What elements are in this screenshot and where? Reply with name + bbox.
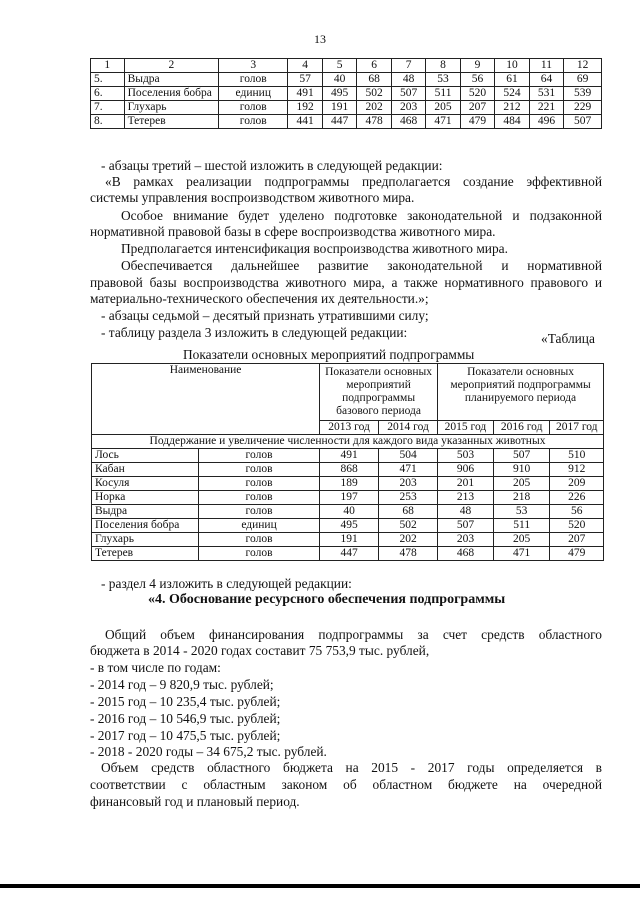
column-number-cell: 4 (288, 59, 322, 73)
value-cell: 471 (493, 547, 550, 561)
table-cell: 520 (460, 87, 494, 101)
table-cell: 471 (426, 115, 460, 129)
table-cell: 5. (91, 73, 125, 87)
table-row (92, 505, 604, 519)
indicators-table (91, 363, 604, 561)
value-cell: 40 (320, 505, 379, 519)
table-cell: 192 (288, 101, 322, 115)
table-cell: Поселения бобра (124, 87, 219, 101)
col-name-header: Наименование (92, 364, 320, 435)
value-cell: 510 (550, 449, 604, 463)
value-cell: 203 (438, 533, 494, 547)
value-cell: 197 (320, 491, 379, 505)
body-line: соответствии с областным законом об областном бюджете на очередной (90, 777, 602, 792)
table-cell: Глухарь (124, 101, 219, 115)
table-row (92, 477, 604, 491)
column-number-cell: 12 (564, 59, 602, 73)
unit-cell: голов (198, 547, 319, 561)
body-line: финансовый год и плановый период. (90, 794, 300, 809)
year-header: 2013 год (320, 421, 379, 435)
value-cell: 910 (493, 463, 550, 477)
value-cell: 468 (438, 547, 494, 561)
table-cell: 479 (460, 115, 494, 129)
species-cell: Норка (92, 491, 199, 505)
species-cell: Тетерев (92, 547, 199, 561)
quote-line: Обеспечивается дальнейшее развитие законодательной и нормативной (121, 258, 602, 273)
column-number-cell: 10 (495, 59, 529, 73)
table-cell: голов (219, 73, 288, 87)
unit-cell: голов (198, 449, 319, 463)
value-cell: 209 (550, 477, 604, 491)
table-cell: единиц (219, 87, 288, 101)
value-cell: 912 (550, 463, 604, 477)
table-cell: 524 (495, 87, 529, 101)
unit-cell: голов (198, 463, 319, 477)
table-title: Показатели основных мероприятий подпрограммы (183, 347, 475, 362)
table-cell: 48 (391, 73, 425, 87)
table-cell: 502 (357, 87, 391, 101)
table-cell: голов (219, 101, 288, 115)
col-plan-header: Показатели основных мероприятий подпрограммы планируемого периода (438, 364, 604, 421)
column-number-cell: 5 (322, 59, 356, 73)
table-row (91, 101, 602, 115)
body-line: Общий объем финансирования подпрограммы за счет средств областного (105, 627, 602, 642)
table-cell: 203 (391, 101, 425, 115)
col-base-header: Показатели основных мероприятий подпрограммы базового периода (320, 364, 438, 421)
table-row (91, 115, 602, 129)
table-cell: 447 (322, 115, 356, 129)
table-cell: 6. (91, 87, 125, 101)
quote-line: системы управления воспроизводством животного мира. (90, 190, 415, 205)
value-cell: 56 (550, 505, 604, 519)
table-row (92, 533, 604, 547)
value-cell: 491 (320, 449, 379, 463)
value-cell: 207 (550, 533, 604, 547)
year-line: - 2014 год – 9 820,9 тыс. рублей; (90, 677, 274, 692)
value-cell: 53 (493, 505, 550, 519)
column-number-cell: 7 (391, 59, 425, 73)
table-cell: 191 (322, 101, 356, 115)
table-cell: 40 (322, 73, 356, 87)
value-cell: 495 (320, 519, 379, 533)
table-cell: 57 (288, 73, 322, 87)
value-cell: 868 (320, 463, 379, 477)
table-header-row (91, 59, 602, 73)
value-cell: 213 (438, 491, 494, 505)
column-number-cell: 11 (529, 59, 563, 73)
quote-line: «В рамках реализации подпрограммы предполагается создание эффективной (105, 174, 602, 189)
quote-line: Особое внимание будет уделено подготовке законодательной и подзаконной (121, 208, 602, 223)
table-row (92, 519, 604, 533)
table-cell: 56 (460, 73, 494, 87)
table-cell: 507 (564, 115, 602, 129)
table-cell: 495 (322, 87, 356, 101)
column-number-cell: 9 (460, 59, 494, 73)
value-cell: 218 (493, 491, 550, 505)
table-row (92, 449, 604, 463)
table-cell: 205 (426, 101, 460, 115)
table-cell: 511 (426, 87, 460, 101)
quote-line: материально-технического обеспечения их деятельности.»; (90, 291, 429, 306)
quote-line: нормативной правовой базы в сфере воспроизводства животного мира. (90, 224, 496, 239)
section-heading: «4. Обоснование ресурсного обеспечения подпрограммы (148, 592, 506, 607)
value-cell: 202 (379, 533, 438, 547)
species-cell: Кабан (92, 463, 199, 477)
column-number-cell: 2 (124, 59, 219, 73)
column-number-cell: 8 (426, 59, 460, 73)
table-cell: 202 (357, 101, 391, 115)
table-cell: 468 (391, 115, 425, 129)
table-cell: 229 (564, 101, 602, 115)
year-line: - 2016 год – 10 546,9 тыс. рублей; (90, 711, 281, 726)
body-line: Объем средств областного бюджета на 2015 - 2017 годы определяется в (101, 760, 602, 775)
page-number: 13 (314, 32, 326, 46)
table-cell: 531 (529, 87, 563, 101)
value-cell: 205 (493, 533, 550, 547)
table-cell: 53 (426, 73, 460, 87)
table-cell: Тетерев (124, 115, 219, 129)
table-label: «Таблица (541, 331, 595, 346)
table-cell: 68 (357, 73, 391, 87)
value-cell: 68 (379, 505, 438, 519)
value-cell: 189 (320, 477, 379, 491)
column-number-cell: 1 (91, 59, 125, 73)
section-row: Поддержание и увеличение численности для каждого вида указанных животных (92, 435, 604, 449)
value-cell: 479 (550, 547, 604, 561)
value-cell: 201 (438, 477, 494, 491)
table-cell: 507 (391, 87, 425, 101)
table-cell: 496 (529, 115, 563, 129)
table-cell: 539 (564, 87, 602, 101)
table-cell: 69 (564, 73, 602, 87)
year-line: - 2018 - 2020 годы – 34 675,2 тыс. рублей. (90, 744, 327, 759)
value-cell: 478 (379, 547, 438, 561)
value-cell: 447 (320, 547, 379, 561)
value-cell: 48 (438, 505, 494, 519)
species-cell: Выдра (92, 505, 199, 519)
unit-cell: единиц (198, 519, 319, 533)
unit-cell: голов (198, 491, 319, 505)
instruction-line: - абзацы седьмой – десятый признать утратившими силу; (101, 308, 429, 323)
year-header: 2014 год (379, 421, 438, 435)
value-cell: 226 (550, 491, 604, 505)
quote-line: Предполагается интенсификация воспроизводства животного мира. (121, 241, 508, 256)
value-cell: 205 (493, 477, 550, 491)
table-row (92, 491, 604, 505)
year-header: 2016 год (493, 421, 550, 435)
instruction-line: - раздел 4 изложить в следующей редакции: (101, 576, 352, 591)
year-line: - 2017 год – 10 475,5 тыс. рублей; (90, 728, 281, 743)
species-cell: Глухарь (92, 533, 199, 547)
table-cell: 8. (91, 115, 125, 129)
table-cell: 491 (288, 87, 322, 101)
value-cell: 507 (493, 449, 550, 463)
table-cell: 7. (91, 101, 125, 115)
value-cell: 191 (320, 533, 379, 547)
table-cell: 61 (495, 73, 529, 87)
column-number-cell: 6 (357, 59, 391, 73)
value-cell: 502 (379, 519, 438, 533)
table-cell: голов (219, 115, 288, 129)
unit-cell: голов (198, 505, 319, 519)
species-cell: Поселения бобра (92, 519, 199, 533)
quote-line: правовой базы воспроизводства животного мира, а также нормативного правового и (90, 275, 602, 290)
value-cell: 203 (379, 477, 438, 491)
table-cell: 441 (288, 115, 322, 129)
table-row (91, 73, 602, 87)
unit-cell: голов (198, 533, 319, 547)
value-cell: 511 (493, 519, 550, 533)
table-cell: 64 (529, 73, 563, 87)
value-cell: 504 (379, 449, 438, 463)
value-cell: 520 (550, 519, 604, 533)
body-line: - в том числе по годам: (90, 660, 221, 675)
species-cell: Косуля (92, 477, 199, 491)
unit-cell: голов (198, 477, 319, 491)
value-cell: 253 (379, 491, 438, 505)
table-row (91, 87, 602, 101)
value-cell: 503 (438, 449, 494, 463)
species-cell: Лось (92, 449, 199, 463)
table-cell: 484 (495, 115, 529, 129)
table-cell: 207 (460, 101, 494, 115)
table-cell: Выдра (124, 73, 219, 87)
year-line: - 2015 год – 10 235,4 тыс. рублей; (90, 694, 281, 709)
year-header: 2015 год (438, 421, 494, 435)
table-cell: 212 (495, 101, 529, 115)
value-cell: 906 (438, 463, 494, 477)
instruction-line: - таблицу раздела 3 изложить в следующей редакции: (101, 325, 408, 340)
year-header: 2017 год (550, 421, 604, 435)
value-cell: 471 (379, 463, 438, 477)
body-line: бюджета в 2014 - 2020 годах составит 75 753,9 тыс. рублей, (90, 643, 430, 658)
table-continuation (90, 58, 602, 129)
table-cell: 478 (357, 115, 391, 129)
column-number-cell: 3 (219, 59, 288, 73)
value-cell: 507 (438, 519, 494, 533)
instruction-paragraphs: - абзацы третий – шестой изложить в следующей редакции: (101, 158, 443, 173)
bottom-rule (0, 884, 640, 888)
table-cell: 221 (529, 101, 563, 115)
table-row (92, 463, 604, 477)
table-row (92, 547, 604, 561)
